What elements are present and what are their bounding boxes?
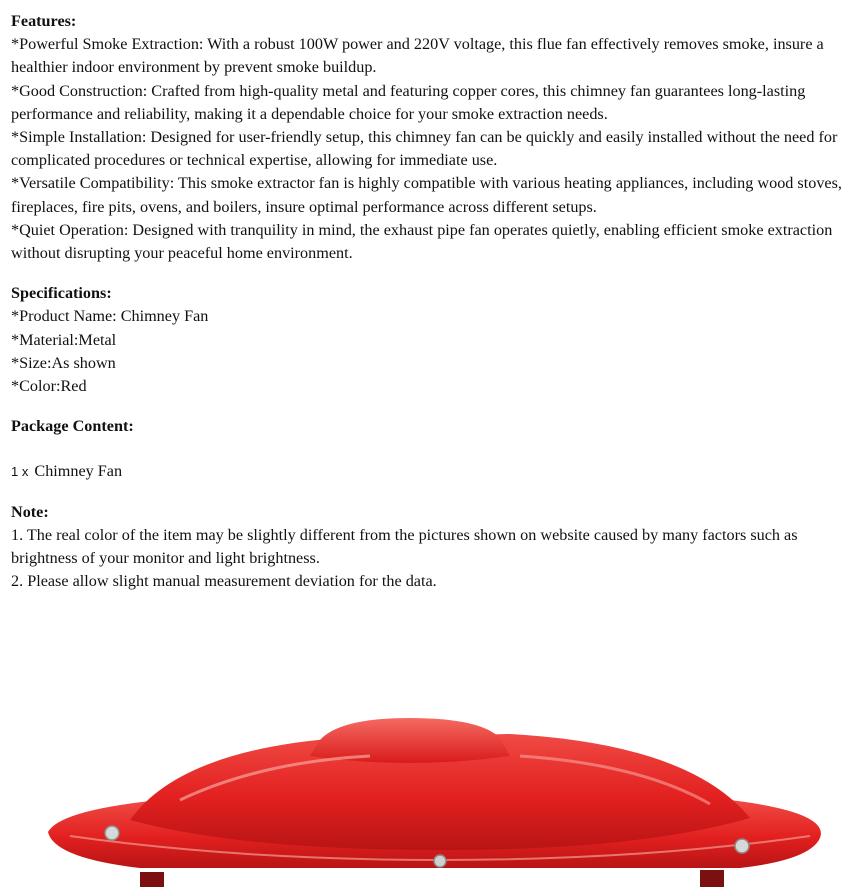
spec-item: *Product Name: Chimney Fan: [11, 307, 209, 326]
screw: [105, 826, 119, 840]
screw: [434, 855, 446, 867]
package-item-name: Chimney Fan: [34, 462, 123, 481]
spec-item: *Material:Metal: [11, 330, 117, 349]
note-item: 2. Please allow slight manual measurement deviation for the data.: [11, 572, 437, 591]
feature-item: *Quiet Operation: Designed with tranquility in mind, the exhaust pipe fan operates quietly, enabling efficient smoke extraction without disrupting your peaceful home environment.: [11, 220, 833, 263]
package-heading: Package Content:: [11, 417, 134, 436]
feature-item: *Versatile Compatibility: This smoke extractor fan is highly compatible with various heating appliances, including wood stoves, fireplaces, fire pits, ovens, and boilers, insure optimal performance across different setups.: [11, 174, 842, 216]
product-description: [11, 10, 857, 593]
fan-fin: [140, 872, 164, 887]
package-item: [11, 460, 857, 483]
features-heading: Features:: [11, 12, 77, 30]
spec-item: *Size:As shown: [11, 353, 116, 372]
specifications-heading: Specifications:: [11, 284, 112, 303]
note-heading: Note:: [11, 502, 49, 521]
package-quantity: 1 x: [11, 464, 29, 480]
feature-item: *Simple Installation: Designed for user-friendly setup, this chimney fan can be quickly and easily installed without the need for complicated procedures or technical expertise, allowing for immediate use.: [11, 128, 838, 170]
chimney-fan-image: [40, 700, 840, 887]
feature-item: *Powerful Smoke Extraction: With a robust 100W power and 220V voltage, this flue fan effectively removes smoke, insure a healthier indoor environment by prevent smoke buildup.: [11, 35, 824, 77]
screw: [735, 839, 749, 853]
fan-top-cap: [310, 718, 510, 763]
spec-item: *Color:Red: [11, 377, 87, 396]
feature-item: *Good Construction: Crafted from high-quality metal and featuring copper cores, this chimney fan guarantees long-lasting performance and reliability, making it a dependable choice for your smoke extraction needs.: [11, 81, 806, 123]
note-item: 1. The real color of the item may be slightly different from the pictures shown on website caused by many factors such as brightness of your monitor and light brightness.: [11, 525, 798, 568]
fan-fin: [700, 870, 724, 887]
